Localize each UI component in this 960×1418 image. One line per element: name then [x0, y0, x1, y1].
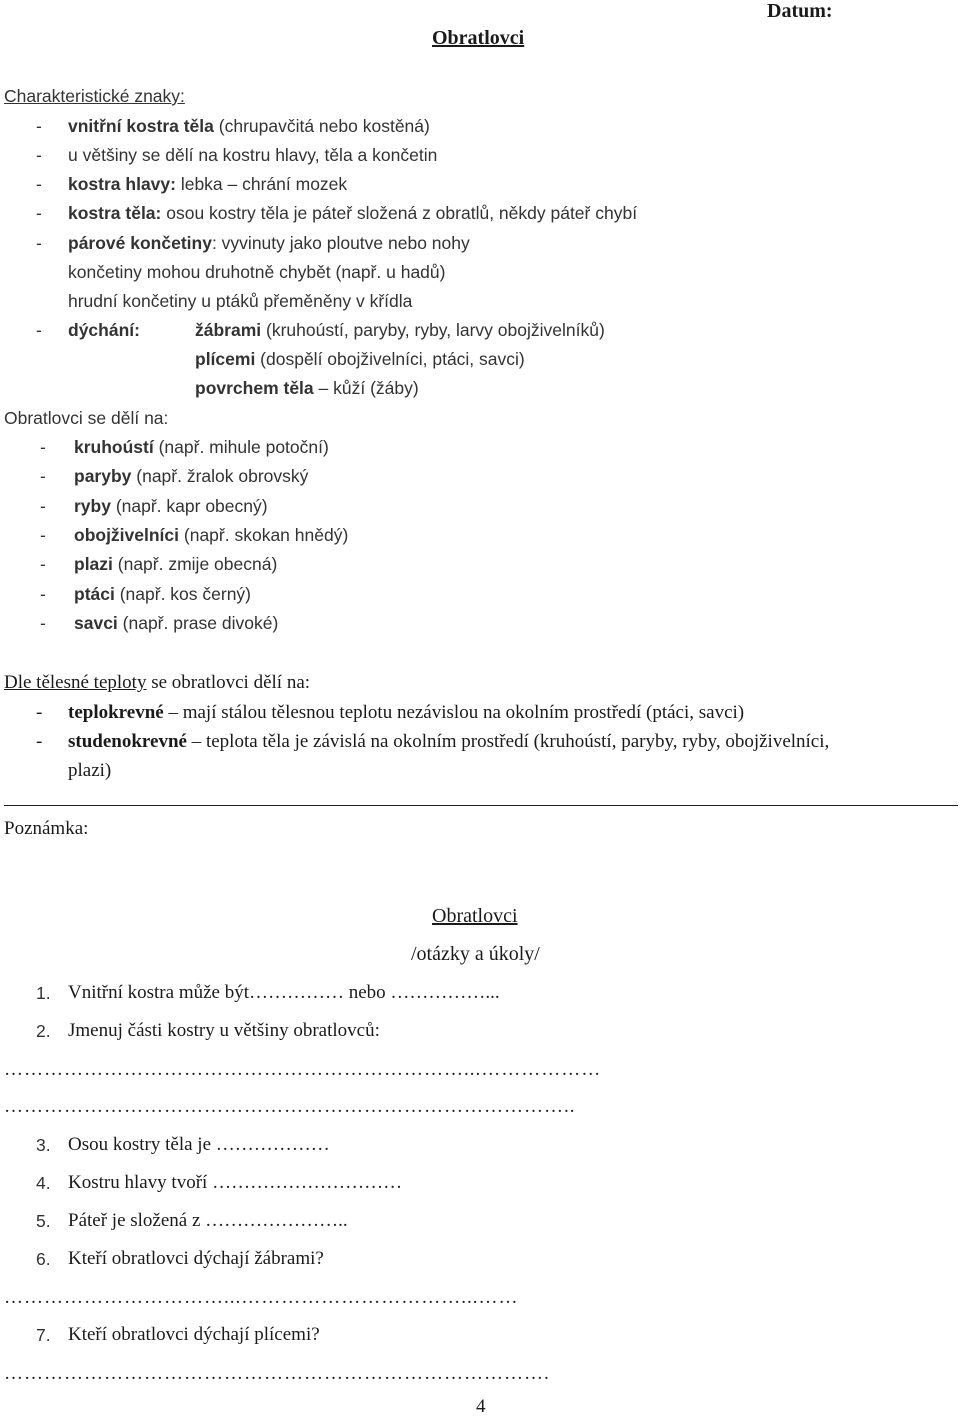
list-item: -	[40, 525, 46, 545]
list-item: -	[36, 702, 43, 723]
list-item: -	[36, 320, 42, 340]
characteristics-heading: Charakteristické znaky:	[4, 86, 185, 106]
list-item-text: savci (např. prase divoké)	[74, 613, 279, 633]
question-text: Páteř je složená z …………………..	[68, 1210, 348, 1231]
list-item-text: kostra hlavy: lebka – chrání mozek	[68, 174, 348, 194]
list-item-text: ptáci (např. kos černý)	[74, 584, 252, 604]
question-number: 6.	[36, 1249, 51, 1269]
question-text: Jmenuj části kostry u většiny obratlovců:	[68, 1020, 380, 1041]
answer-dots: …………………………………………………………………………..	[4, 1096, 576, 1117]
temperature-continuation: plazi)	[68, 760, 112, 781]
list-item-text: studenokrevné – teplota těla je závislá na okolním prostředí (kruhoústí, paryby, ryby, obojživelníci,	[68, 731, 830, 752]
list-item-text: u většiny se dělí na kostru hlavy, těla a končetin	[68, 145, 438, 165]
breathing-row: žábrami (kruhoústí, paryby, ryby, larvy obojživelníků)	[195, 320, 605, 340]
list-item: -	[40, 584, 46, 604]
list-item: -	[36, 174, 42, 194]
list-item-text: ryby (např. kapr obecný)	[74, 496, 268, 516]
question-text: Vnitřní kostra může být…………… nebo ……………...	[68, 982, 500, 1003]
breathing-row: povrchem těla – kůží (žáby)	[195, 378, 419, 398]
list-item: -	[36, 116, 42, 136]
answer-dots: ……………………………...……………………………...……	[4, 1287, 519, 1308]
list-item: -	[40, 466, 46, 486]
question-text: Osou kostry těla je ………………	[68, 1134, 330, 1155]
list-item-text: teplokrevné – mají stálou tělesnou teplotu nezávislou na okolním prostředí (ptáci, savci)	[68, 702, 745, 723]
list-item: -	[40, 437, 46, 457]
breathing-label: dýchání:	[68, 320, 140, 340]
list-item: -	[36, 203, 42, 223]
list-item-text: kruhoústí (např. mihule potoční)	[74, 437, 329, 457]
page-title: Obratlovci	[432, 27, 525, 49]
questions-subtitle: /otázky a úkoly/	[411, 943, 540, 965]
question-number: 5.	[36, 1211, 51, 1231]
list-item: -	[36, 145, 42, 165]
limbs-note-2: hrudní končetiny u ptáků přeměněny v křídla	[68, 291, 413, 311]
list-item-text: obojživelníci (např. skokan hnědý)	[74, 525, 349, 545]
list-item: -	[40, 554, 46, 574]
question-text: Kteří obratlovci dýchají plícemi?	[68, 1324, 320, 1345]
list-item: -	[36, 233, 42, 253]
separator-line	[4, 805, 958, 806]
list-item-text: paryby (např. žralok obrovský	[74, 466, 309, 486]
list-item: -	[36, 731, 43, 752]
list-item-text: kostra těla: osou kostry těla je páteř složená z obratlů, někdy páteř chybí	[68, 203, 638, 223]
temperature-heading: Dle tělesné teploty se obratlovci dělí na:	[4, 672, 311, 693]
answer-dots: ……………………………………………………………...………………	[4, 1059, 602, 1080]
page-number: 4	[476, 1396, 486, 1417]
list-item-text: plazi (např. zmije obecná)	[74, 554, 278, 574]
note-label: Poznámka:	[4, 818, 89, 839]
list-item: -	[40, 496, 46, 516]
limbs-note-1: končetiny mohou druhotně chybět (např. u hadů)	[68, 262, 446, 282]
question-number: 2.	[36, 1021, 51, 1041]
question-number: 4.	[36, 1173, 51, 1193]
questions-title: Obratlovci	[432, 905, 518, 927]
list-item: -	[40, 613, 46, 633]
list-item-text: vnitřní kostra těla (chrupavčitá nebo kostěná)	[68, 116, 430, 136]
question-text: Kteří obratlovci dýchají žábrami?	[68, 1248, 324, 1269]
date-label: Datum:	[767, 0, 833, 22]
question-number: 1.	[36, 983, 51, 1003]
question-number: 7.	[36, 1325, 51, 1345]
list-item-text: párové končetiny: vyvinuty jako ploutve nebo nohy	[68, 233, 470, 253]
answer-dots: ……………………………………………………………………….	[4, 1363, 550, 1384]
question-text: Kostru hlavy tvoří …………………………	[68, 1172, 403, 1193]
question-number: 3.	[36, 1135, 51, 1155]
breathing-row: plícemi (dospělí obojživelníci, ptáci, savci)	[195, 349, 525, 369]
division-heading: Obratlovci se dělí na:	[4, 408, 169, 428]
